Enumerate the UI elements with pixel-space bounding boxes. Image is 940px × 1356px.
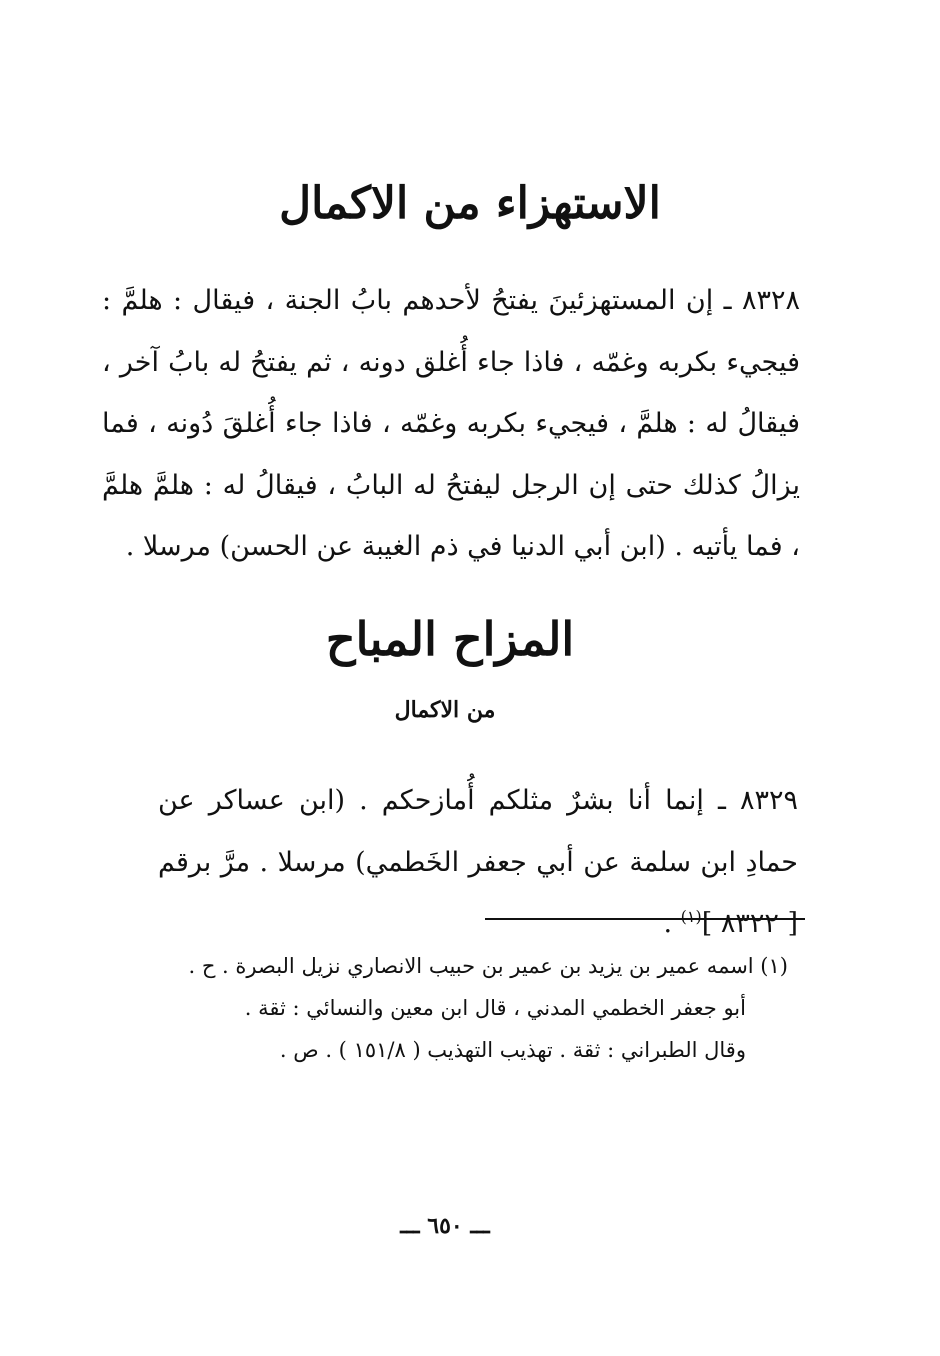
page-number: ـــ ٦٥٠ ـــ — [400, 1213, 490, 1239]
footnote-reference: (١) — [680, 907, 702, 926]
section-subtitle-source: من الاكمال — [394, 697, 496, 723]
section-title-permitted-joking: المزاح المباح — [325, 612, 575, 666]
footnote-line: (١) اسمه عمير بن يزيد بن عمير بن حبيب الانصاري نزيل البصرة . ح . — [188, 954, 788, 978]
hadith-8329-end: . — [663, 908, 681, 939]
footnotes — [120, 945, 788, 1071]
footnote-line: وقال الطبراني : ثقة . تهذيب التهذيب ( ١٥١/٨ ) . ص . — [279, 1038, 746, 1062]
footnote-divider — [485, 918, 805, 920]
hadith-8329 — [158, 770, 798, 955]
footnote-line: أبو جعفر الخطمي المدني ، قال ابن معين والنسائي : ثقة . — [244, 996, 746, 1020]
section-title-mockery: الاستهزاء من الاكمال — [279, 178, 661, 229]
hadith-8329-text: ٨٣٢٩ ـ إنما أنا بشرٌ مثلكم أُمازحكم . (ابن عساكر عن حمادِ ابن سلمة عن أبي جعفر الخَطمي) مرسلا . مرَّ برقم [ ٨٣٢٢ ] — [158, 785, 798, 939]
hadith-8328: ٨٣٢٨ ـ إن المستهزئينَ يفتحُ لأحدهم بابُ الجنة ، فيقال : هلمَّ : فيجيء بكربه وغمّه ، فاذا جاء أُغلق دونه ، ثم يفتحُ له بابُ آخر ، فيقالُ له : هلمَّ ، فيجيء بكربه وغمّه ، فاذا جاء أُغلقَ دُونه ، فما يزالُ كذلك حتى إن الرجل ليفتحُ له البابُ ، فيقالُ له : هلمَّ هلمَّ ، فما يأتيه . (ابن أبي الدنيا في ذم الغيبة عن الحسن) مرسلا . — [102, 285, 800, 562]
